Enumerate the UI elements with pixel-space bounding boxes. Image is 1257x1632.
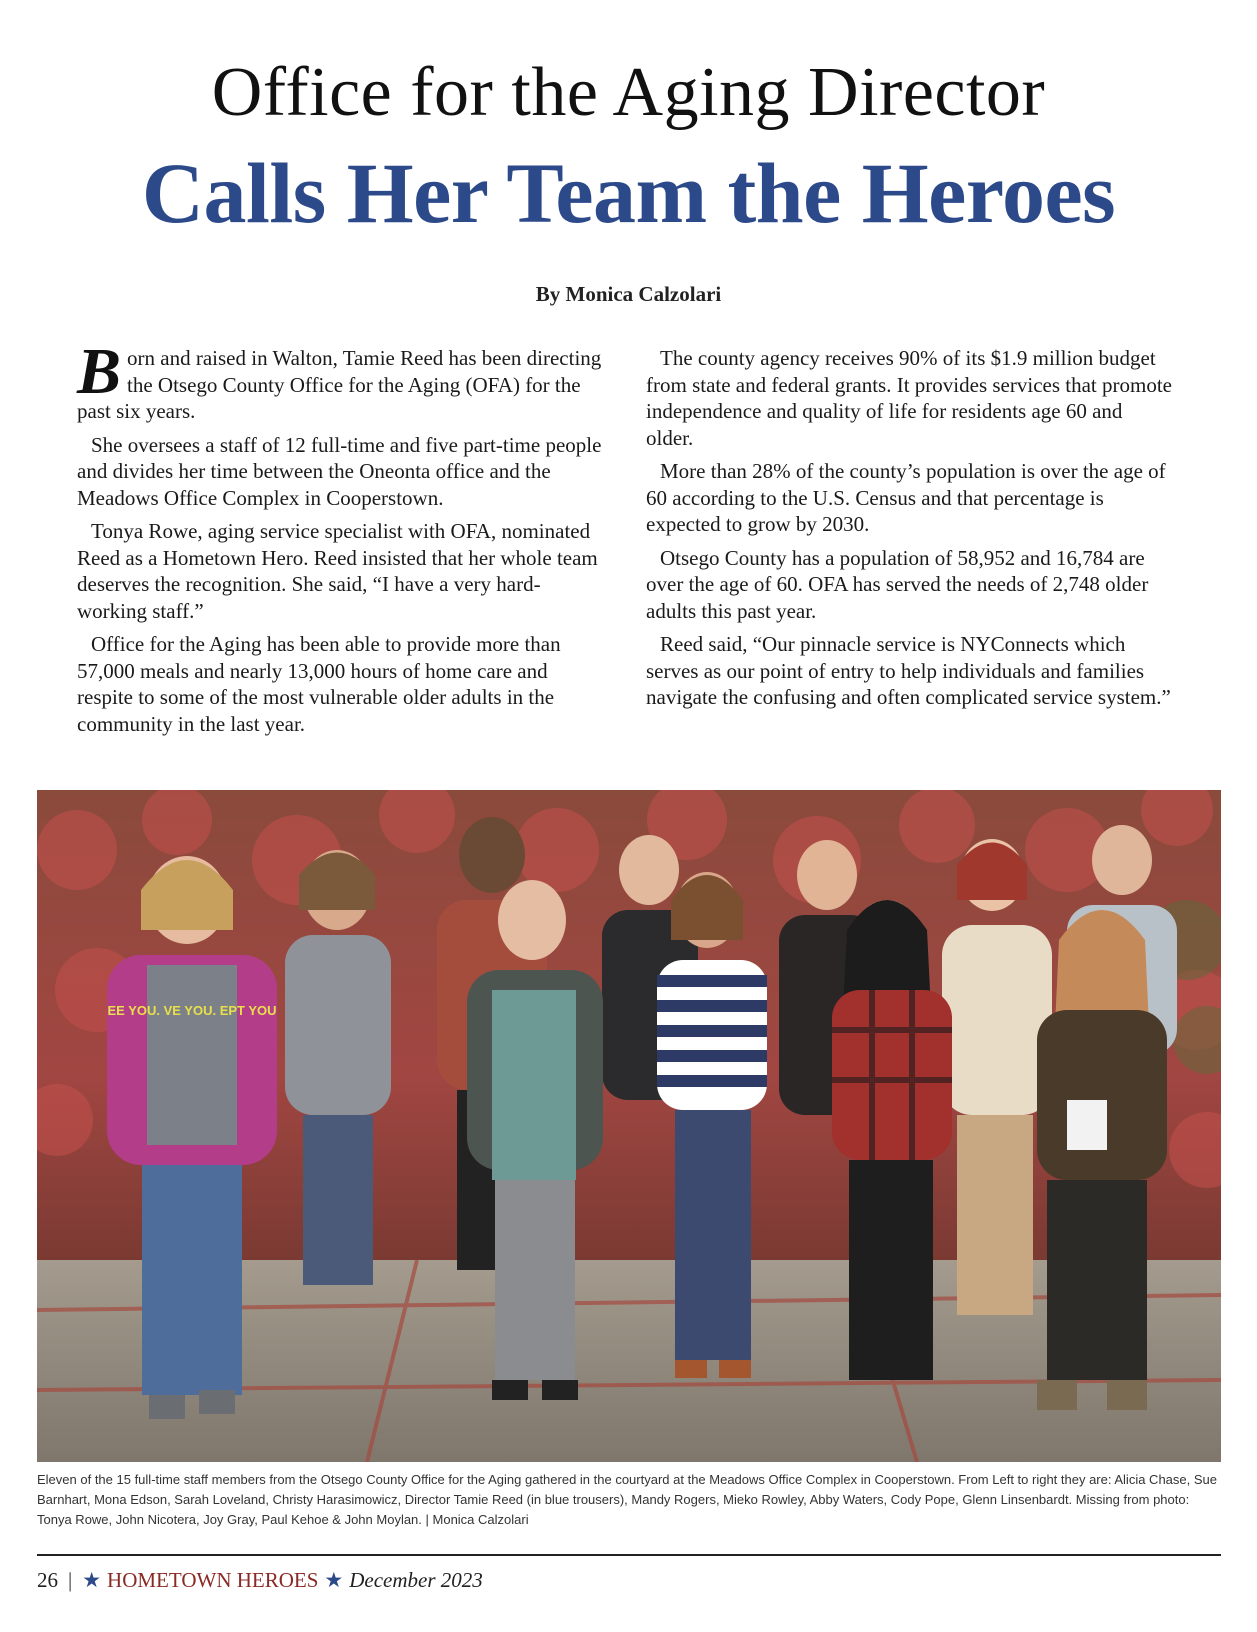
publication-name: HOMETOWN HEROES [107, 1568, 319, 1592]
drop-cap: B [77, 335, 122, 408]
star-icon: ★ [82, 1568, 102, 1592]
issue-date: December 2023 [349, 1568, 483, 1592]
paragraph: She oversees a staff of 12 full-time and five part-time people and divides her time between the Oneonta office and the Meadows Office Complex in Cooperstown. [77, 432, 602, 510]
paragraph: Office for the Aging has been able to provide more than 57,000 meals and nearly 13,000 hours of home care and respite to some of the most vulnerable older adults in the community in the last year. [77, 632, 561, 736]
shirt-text: EE YOU. VE YOU. EPT YOU [107, 1003, 277, 1018]
footer-separator: | [68, 1568, 73, 1592]
footer-rule [37, 1554, 1221, 1556]
paragraph: Otsego County has a population of 58,952 and 16,784 are over the age of 60. OFA has served the needs of 2,748 older adults this past year. [646, 545, 1149, 623]
article-right-column [646, 345, 1174, 718]
paragraph: The county agency receives 90% of its $1.9 million budget from state and federal grants. It provides services that promote independence and quality of life for residents age 60 and older. [646, 346, 1172, 450]
group-photo [37, 790, 1221, 1462]
paragraph: Tonya Rowe, aging service specialist with OFA, nominated Reed as a Hometown Hero. Reed insisted that her whole team deserves the recognition. She said, “I have a very hard-working staff.” [77, 519, 598, 623]
page-number: 26 [37, 1568, 58, 1592]
star-icon: ★ [324, 1568, 344, 1592]
paragraph: Reed said, “Our pinnacle service is NYConnects which serves as our point of entry to help individuals and families navigate the confusing and often complicated service system.” [646, 632, 1171, 709]
headline-line-1: Office for the Aging Director [211, 54, 1046, 131]
group-photo-illustration [37, 790, 1221, 1462]
article-left-column [77, 335, 605, 744]
paragraph-text: orn and raised in Walton, Tamie Reed has been directing the Otsego County Office for the Aging (OFA) for the past six years. [77, 346, 602, 423]
page-footer [37, 1568, 483, 1593]
photo-caption: Eleven of the 15 full-time staff members from the Otsego County Office for the Aging gathered in the courtyard at the Meadows Office Complex in Cooperstown. From Left to right they are: Alicia Chase, Sue Barnhart, Mona Edson, Sarah Loveland, Christy Harasimowicz, Director Tamie Reed (in blue trousers), Mandy Rogers, Mieko Rowley, Abby Waters, Cody Pope, Glenn Linsenbardt. Missing from photo: Tonya Rowe, John Nicotera, Joy Gray, Paul Kehoe & John Moylan. | Monica Calzolari [37, 1472, 1217, 1527]
paragraph: More than 28% of the county’s population is over the age of 60 according to the U.S. Census and that percentage is expected to grow by 2030. [646, 459, 1166, 536]
paragraph [77, 335, 605, 425]
byline: By Monica Calzolari [535, 282, 722, 306]
headline-line-2: Calls Her Team the Heroes [141, 145, 1116, 241]
